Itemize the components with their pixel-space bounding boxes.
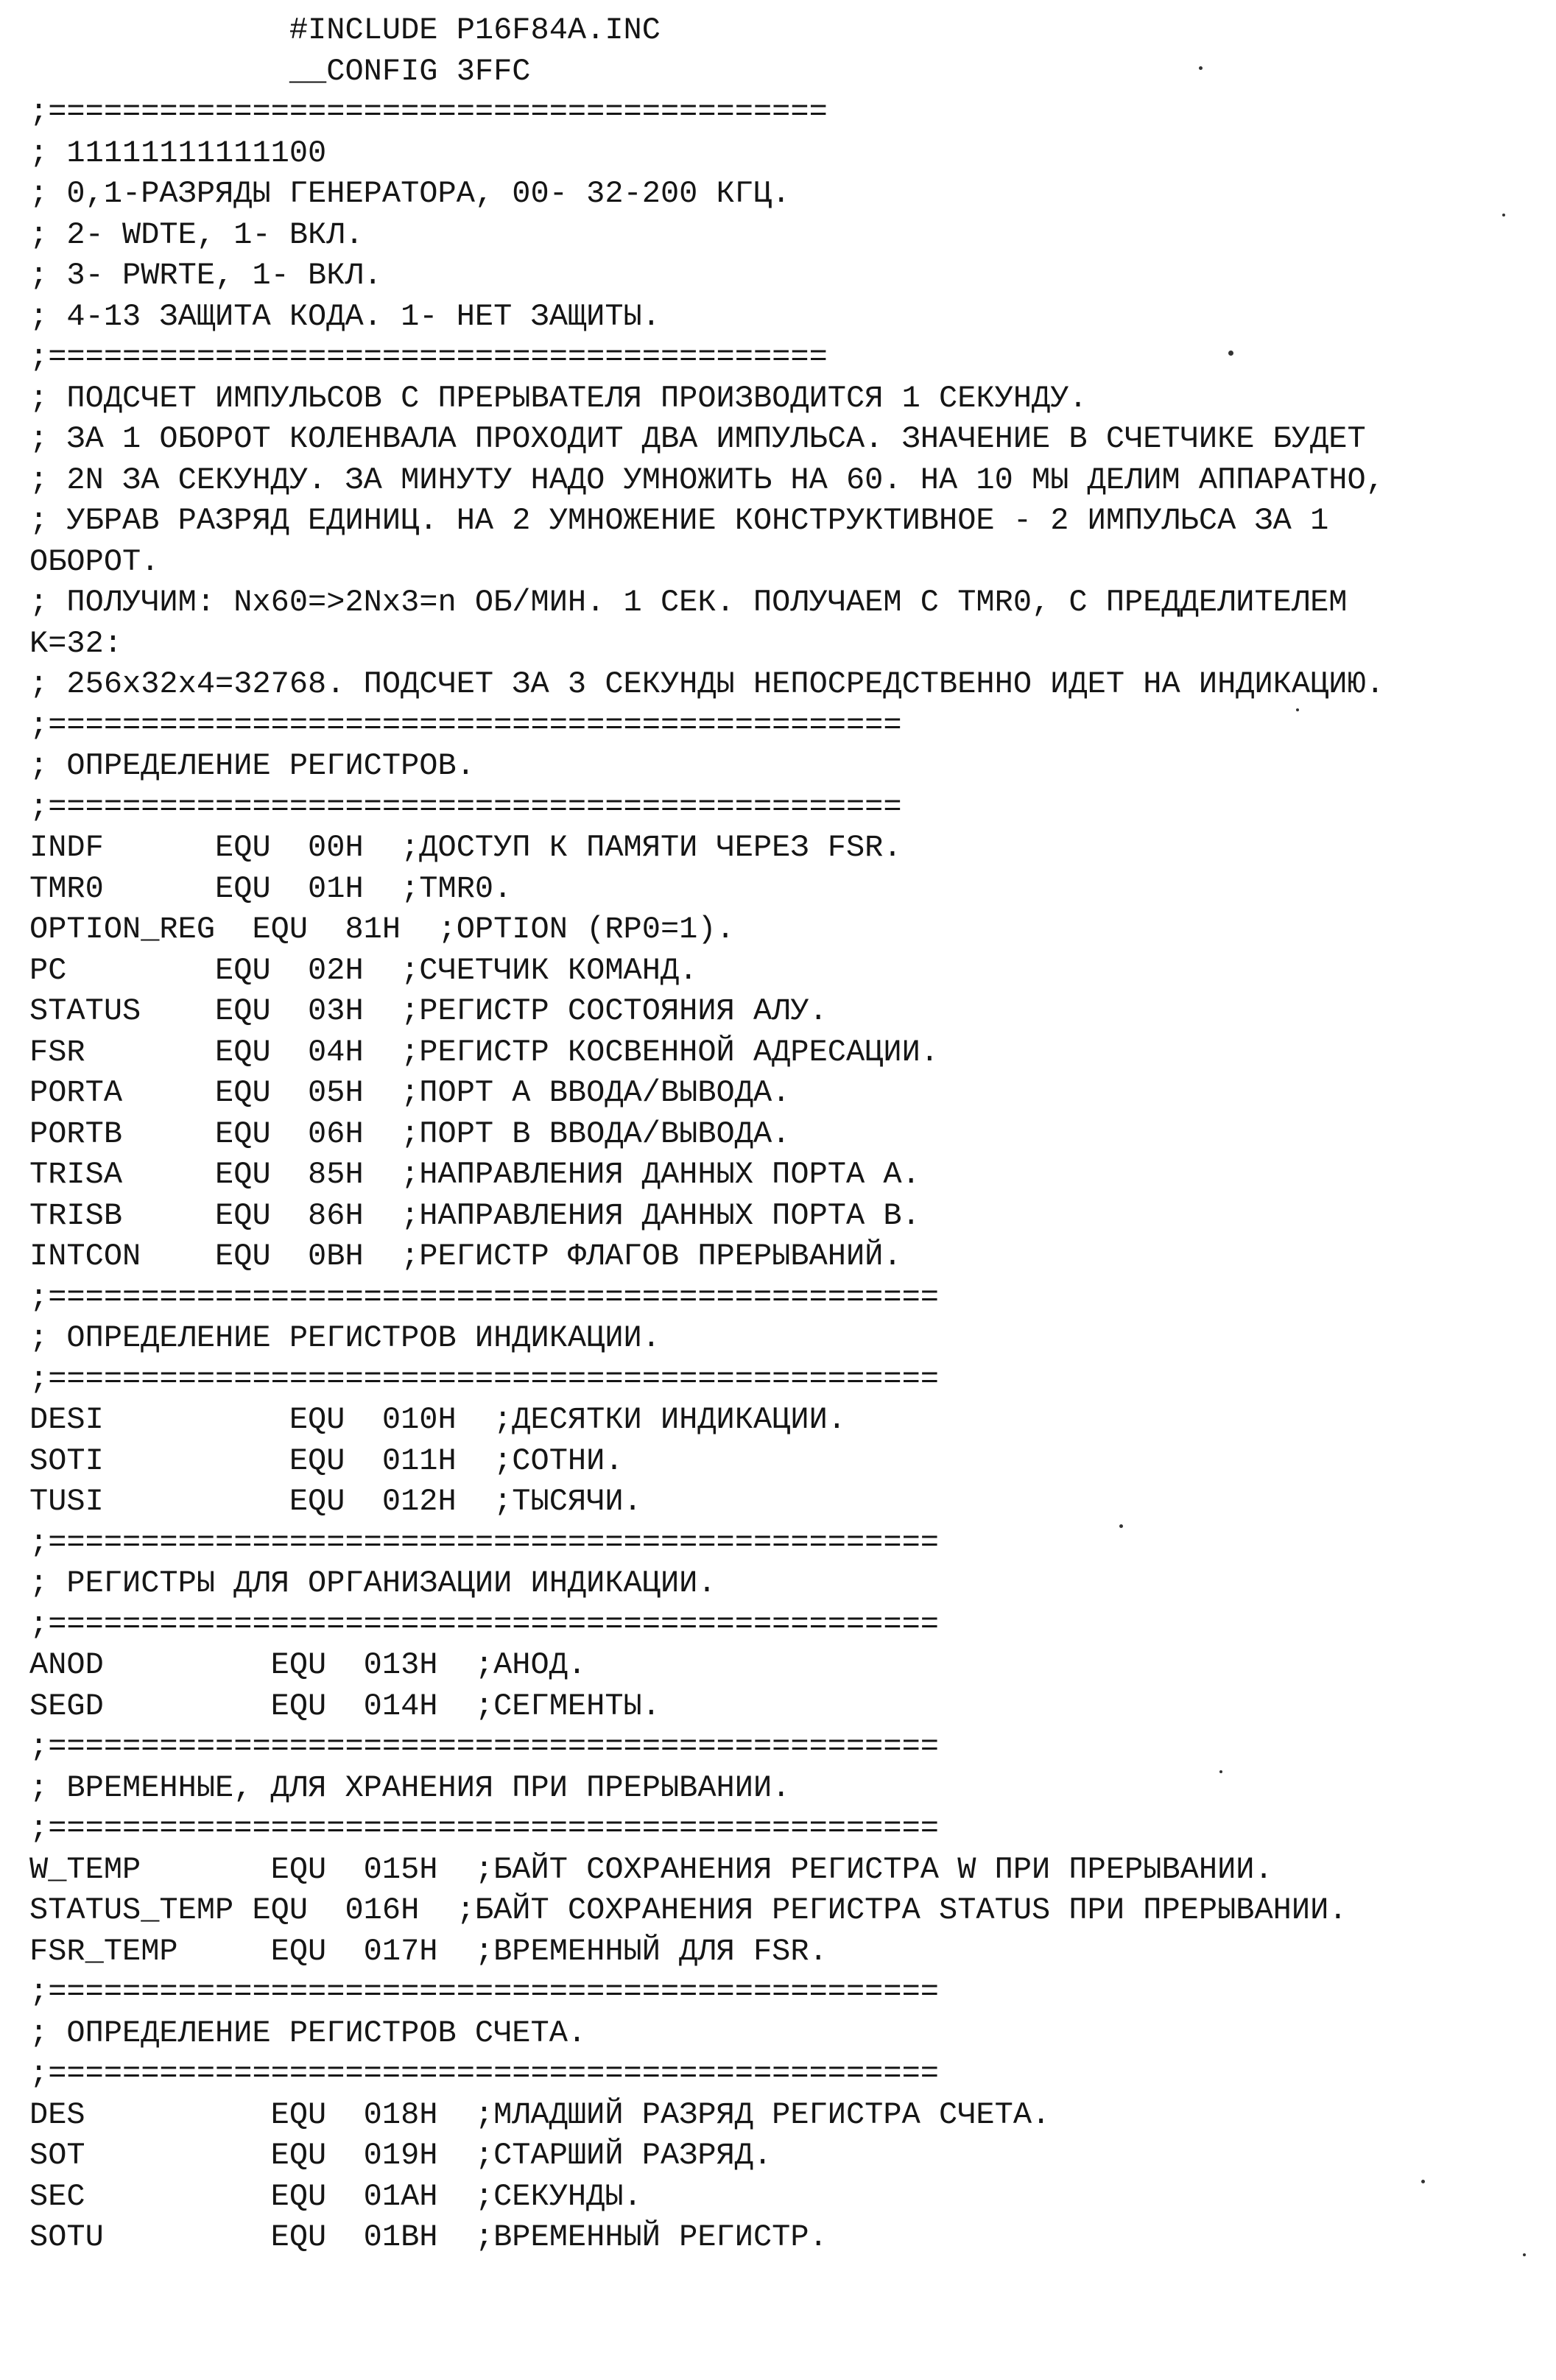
code-line: SOT EQU 019H ;СТАРШИЙ РАЗРЯД. xyxy=(29,2138,772,2173)
code-line: STATUS EQU 03H ;РЕГИСТР СОСТОЯНИЯ АЛУ. xyxy=(29,993,828,1029)
code-line: ; ОПРЕДЕЛЕНИЕ РЕГИСТРОВ ИНДИКАЦИИ. xyxy=(29,1320,661,1356)
code-line: TRISA EQU 85H ;НАПРАВЛЕНИЯ ДАННЫХ ПОРТА А. xyxy=(29,1157,920,1192)
code-line: ; 11111111111100 xyxy=(29,135,327,171)
code-line: TUSI EQU 012H ;ТЫСЯЧИ. xyxy=(29,1484,642,1519)
code-line: ;========================================== xyxy=(29,94,828,130)
code-line: ; 256x32x4=32768. ПОДСЧЕТ ЗА 3 СЕКУНДЫ НЕПОСРЕДСТВЕННО ИДЕТ НА ИНДИКАЦИЮ. xyxy=(29,666,1384,702)
code-line: #INCLUDE P16F84A.INC xyxy=(29,13,661,48)
code-line: ; 2N ЗА СЕКУНДУ. ЗА МИНУТУ НАДО УМНОЖИТЬ НА 60. НА 10 МЫ ДЕЛИМ АППАРАТНО, xyxy=(29,462,1384,498)
code-line: ; 3- PWRTE, 1- ВКЛ. xyxy=(29,258,382,293)
code-line: K=32: xyxy=(29,625,123,661)
code-line: SOTU EQU 01BH ;ВРЕМЕННЫЙ РЕГИСТР. xyxy=(29,2219,828,2255)
code-line: W_TEMP EQU 015H ;БАЙТ СОХРАНЕНИЯ РЕГИСТРА W ПРИ ПРЕРЫВАНИИ. xyxy=(29,1851,1273,1887)
code-line: ; ВРЕМЕННЫЕ, ДЛЯ ХРАНЕНИЯ ПРИ ПРЕРЫВАНИИ. xyxy=(29,1770,791,1806)
scan-speck xyxy=(1523,2253,1526,2256)
code-line: ;================================================ xyxy=(29,1729,940,1764)
code-line: ; ОПРЕДЕЛЕНИЕ РЕГИСТРОВ СЧЕТА. xyxy=(29,2015,587,2051)
code-line: ;============================================== xyxy=(29,707,902,743)
code-line: FSR EQU 04H ;РЕГИСТР КОСВЕННОЙ АДРЕСАЦИИ. xyxy=(29,1034,940,1070)
code-line: ОБОРОТ. xyxy=(29,543,160,580)
code-line: OPTION_REG EQU 81H ;OPTION (RP0=1). xyxy=(29,912,735,947)
code-line: SEC EQU 01AH ;СЕКУНДЫ. xyxy=(29,2178,642,2214)
code-line: ;================================================ xyxy=(29,1361,940,1397)
code-line: ;================================================ xyxy=(29,1974,940,2010)
scan-speck xyxy=(1296,708,1299,711)
code-line: ; ПОЛУЧИМ: Nx60=>2Nx3=n ОБ/МИН. 1 СЕК. ПОЛУЧАЕМ С TMR0, С ПРЕДДЕЛИТЕЛЕМ xyxy=(29,585,1348,620)
code-line: ; 0,1-РАЗРЯДЫ ГЕНЕРАТОРА, 00- 32-200 КГЦ. xyxy=(29,176,791,211)
code-line: FSR_TEMP EQU 017H ;ВРЕМЕННЫЙ ДЛЯ FSR. xyxy=(29,1933,828,1969)
code-line: TMR0 EQU 01H ;TMR0. xyxy=(29,870,513,906)
scan-speck xyxy=(1199,66,1203,70)
code-line: SEGD EQU 014H ;СЕГМЕНТЫ. xyxy=(29,1688,661,1724)
code-line: ;================================================ xyxy=(29,1279,940,1315)
code-line: ;========================================== xyxy=(29,339,828,375)
code-line: ; 2- WDTE, 1- ВКЛ. xyxy=(29,216,364,253)
code-line: DESI EQU 010H ;ДЕСЯТКИ ИНДИКАЦИИ. xyxy=(29,1402,846,1437)
code-line: DES EQU 018H ;МЛАДШИЙ РАЗРЯД РЕГИСТРА СЧЕТА. xyxy=(29,2096,1051,2133)
code-line: PC EQU 02H ;СЧЕТЧИК КОМАНД. xyxy=(29,952,698,988)
code-line: __CONFIG 3FFC xyxy=(29,53,531,89)
scan-speck xyxy=(1119,1524,1123,1528)
code-line: ; УБРАВ РАЗРЯД ЕДИНИЦ. НА 2 УМНОЖЕНИЕ КОНСТРУКТИВНОЕ - 2 ИМПУЛЬСА ЗА 1 xyxy=(29,503,1329,538)
scan-speck xyxy=(1228,351,1233,356)
code-line: PORTB EQU 06H ;ПОРТ В ВВОДА/ВЫВОДА. xyxy=(29,1116,791,1152)
code-line: PORTA EQU 05H ;ПОРТ А ВВОДА/ВЫВОДА. xyxy=(29,1075,791,1110)
scan-speck xyxy=(1502,214,1505,216)
code-line: ; ПОДСЧЕТ ИМПУЛЬСОВ С ПРЕРЫВАТЕЛЯ ПРОИЗВОДИТСЯ 1 СЕКУНДУ. xyxy=(29,380,1088,416)
code-line: ;================================================ xyxy=(29,1524,940,1560)
code-line: SOTI EQU 011H ;СОТНИ. xyxy=(29,1443,624,1479)
assembly-listing xyxy=(29,10,1546,2258)
code-line: ; ОПРЕДЕЛЕНИЕ РЕГИСТРОВ. xyxy=(29,748,475,784)
scan-speck xyxy=(1219,1770,1222,1773)
code-line: ;============================================== xyxy=(29,789,902,825)
code-line: TRISB EQU 86H ;НАПРАВЛЕНИЯ ДАННЫХ ПОРТА В. xyxy=(29,1197,920,1233)
code-line: ; РЕГИСТРЫ ДЛЯ ОРГАНИЗАЦИИ ИНДИКАЦИИ. xyxy=(29,1566,717,1601)
code-line: ; 4-13 ЗАЩИТА КОДА. 1- НЕТ ЗАЩИТЫ. xyxy=(29,298,661,334)
code-line: ;================================================ xyxy=(29,2056,940,2091)
code-line: INDF EQU 00H ;ДОСТУП К ПАМЯТИ ЧЕРЕЗ FSR. xyxy=(29,830,902,865)
code-line: STATUS_TEMP EQU 016H ;БАЙТ СОХРАНЕНИЯ РЕГИСТРА STATUS ПРИ ПРЕРЫВАНИИ. xyxy=(29,1893,1348,1928)
code-line: ;================================================ xyxy=(29,1811,940,1846)
scan-speck xyxy=(1421,2180,1425,2183)
code-line: ANOD EQU 013H ;АНОД. xyxy=(29,1647,587,1683)
code-line: ; ЗА 1 ОБОРОТ КОЛЕНВАЛА ПРОХОДИТ ДВА ИМПУЛЬСА. ЗНАЧЕНИЕ В СЧЕТЧИКЕ БУДЕТ xyxy=(29,421,1366,457)
code-line: INTCON EQU 0BH ;РЕГИСТР ФЛАГОВ ПРЕРЫВАНИЙ. xyxy=(29,1239,902,1274)
code-line: ;================================================ xyxy=(29,1606,940,1642)
